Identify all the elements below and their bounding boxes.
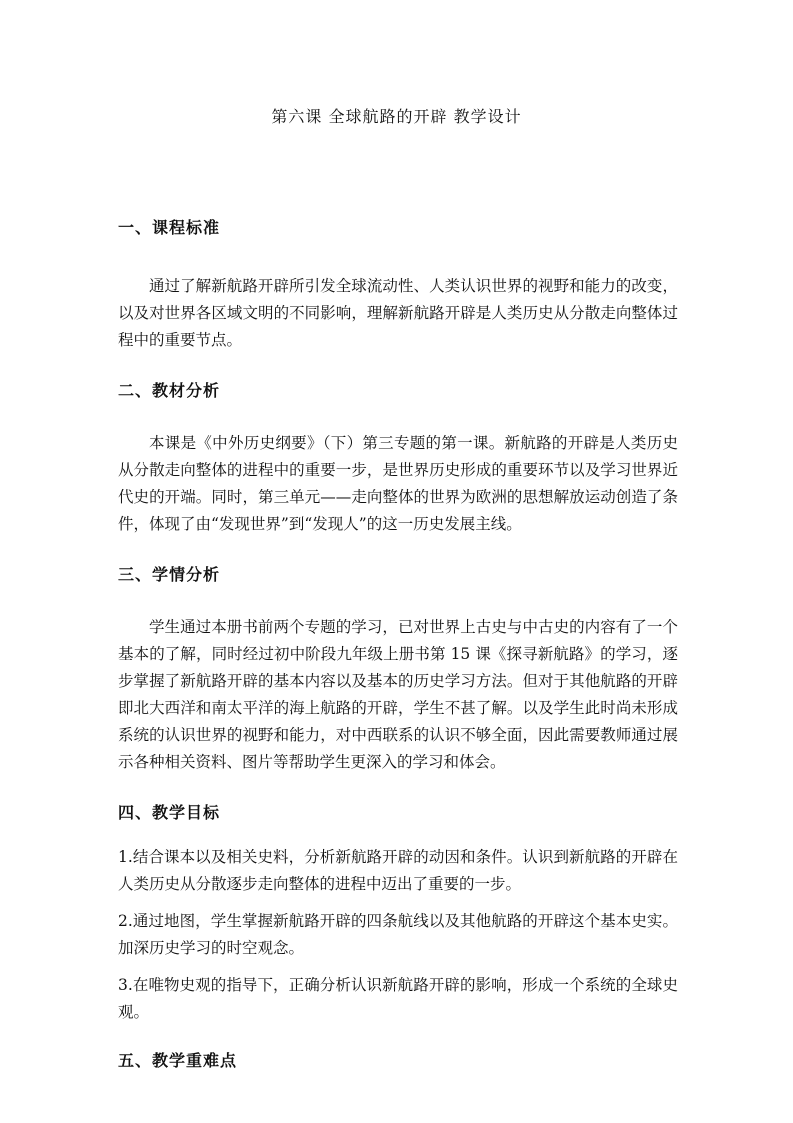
section-heading: 四、教学目标 [118, 803, 221, 822]
section-heading: 一、课程标准 [118, 218, 221, 237]
section-heading: 三、学情分析 [118, 565, 221, 584]
section-heading: 五、教学重难点 [118, 1051, 238, 1070]
section-teaching-objectives [118, 800, 678, 1026]
section-key-difficult-points [118, 1048, 678, 1074]
document-body [118, 215, 678, 1074]
section-paragraph: 本课是《中外历史纲要》（下）第三专题的第一课。新航路的开辟是人类历史从分散走向整体的进程中的重要一步，是世界历史形成的重要环节以及学习世界近代史的开端。同时，第三单元——走向整体的世界为欧洲的思想解放运动创造了条件，体现了由“发现世界”到“发现人”的这一历史发展主线。 [118, 434, 678, 533]
section-heading: 二、教材分析 [118, 381, 221, 400]
document-title: 第六课 全球航路的开辟 教学设计 [271, 107, 522, 126]
section-paragraph: 通过了解新航路开辟所引发全球流动性、人类认识世界的视野和能力的改变，以及对世界各区域文明的不同影响，理解新航路开辟是人类历史从分散走向整体过程中的重要节点。 [118, 277, 678, 349]
objective-item: 3.在唯物史观的指导下，正确分析认识新航路开辟的影响，形成一个系统的全球史观。 [118, 976, 678, 1021]
section-student-analysis [118, 562, 678, 776]
section-curriculum-standard [118, 215, 678, 354]
objective-item: 1.结合课本以及相关史料，分析新航路开辟的动因和条件。认识到新航路的开辟在人类历史从分散逐步走向整体的进程中迈出了重要的一步。 [118, 848, 678, 893]
objective-item: 2.通过地图，学生掌握新航路开辟的四条航线以及其他航路的开辟这个基本史实。加深历史学习的时空观念。 [118, 912, 678, 957]
section-paragraph: 学生通过本册书前两个专题的学习，已对世界上古史与中古史的内容有了一个基本的了解，同时经过初中阶段九年级上册书第 15 课《探寻新航路》的学习，逐步掌握了新航路开辟的基本内容以及基本的历史学习方法。但对于其他航路的开辟即北大西洋和南太平洋的海上航路的开辟，学生不甚了解。以及学生此时尚未形成系统的认识世界的视野和能力，对中西联系的认识不够全面，因此需要教师通过展示各种相关资料、图片等帮助学生更深入的学习和体会。 [118, 618, 678, 771]
section-textbook-analysis [118, 378, 678, 538]
